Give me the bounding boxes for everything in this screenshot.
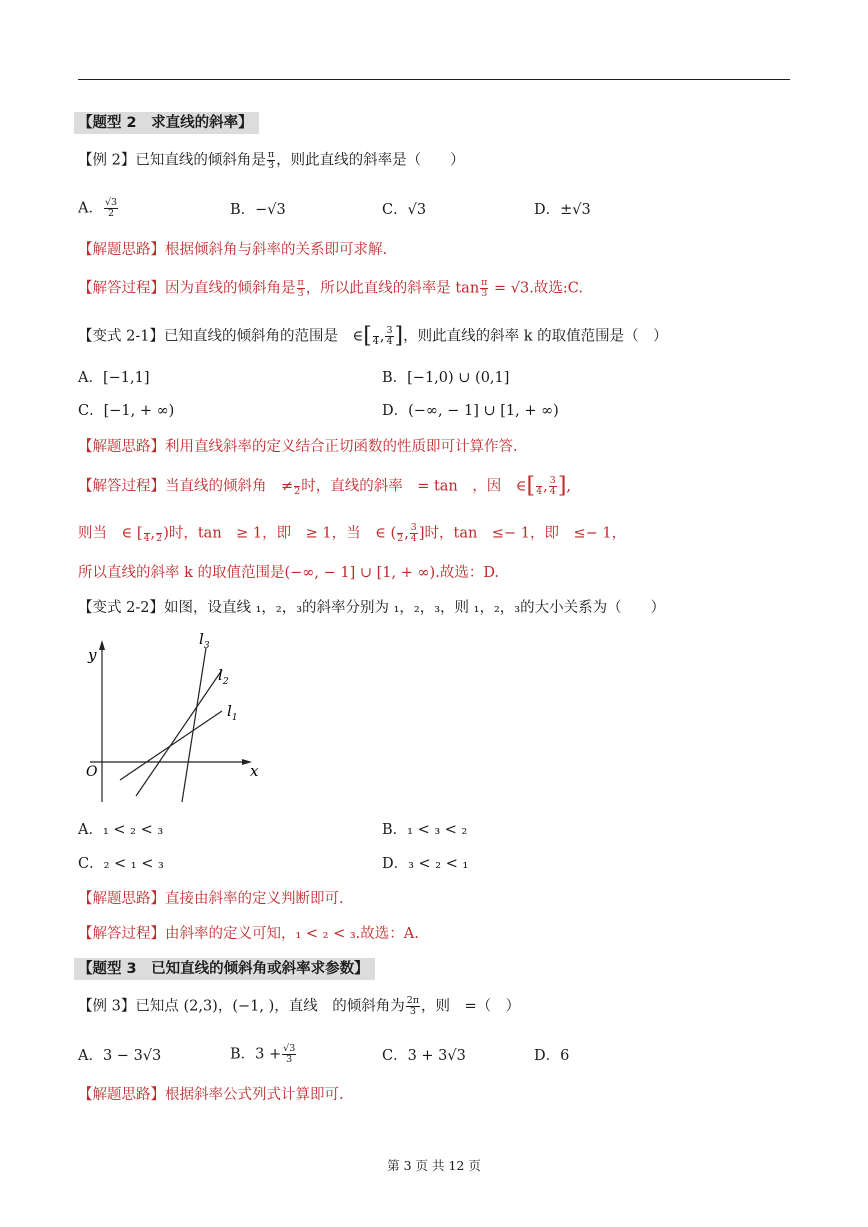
example2-tag: 【例 2】: [78, 152, 136, 169]
example2-solution-process: 【解答过程】因为直线的倾斜角是 $\frac{\pi}{3}$ ，所以此直线的斜率是 tan $\frac{\pi}{3}$ = √3.故选:C.: [78, 277, 583, 299]
line-l3: [182, 648, 206, 802]
example3-solution-idea: 【解题思路】根据斜率公式列式计算即可.: [78, 1087, 344, 1103]
example2-option-c: C．√3: [382, 202, 427, 218]
variant22-solution-process: 【解答过程】由斜率的定义可知，₁ < ₂ < ₃.故选：A.: [78, 926, 419, 942]
variant22-option-b: B．₁ < ₃ < ₂: [382, 822, 468, 838]
section-heading-type2: 【题型 2 求直线的斜率】: [74, 112, 259, 134]
variant22-question: 【变式 2-2】如图，设直线 ₁，₂，₃的斜率分别为 ₁，₂，₃，则 ₁，₂，₃的大小关系为（ ）: [78, 600, 666, 616]
y-axis-label: y: [88, 646, 97, 664]
y-axis-arrow: [99, 640, 105, 650]
variant22-option-a: A．₁ < ₂ < ₃: [78, 822, 164, 838]
variant21-solution-process: 【解答过程】当直线的倾斜角 ≠ 2 时，直线的斜率 = tan ，因 ∈[ 4 , $\frac{3}{4}$ ],: [78, 473, 572, 499]
label-l3: $l_3$: [199, 630, 210, 651]
variant22-solution-idea: 【解题思路】直接由斜率的定义判断即可.: [78, 891, 344, 907]
variant22-option-c: C．₂ < ₁ < ₃: [78, 856, 164, 872]
example2-option-b: B．−√3: [230, 202, 286, 218]
fraction-pi-over-3: $\frac{\pi}{3}$: [267, 149, 275, 171]
variant21-option-d: D．(−∞, − 1] ∪ [1, + ∞): [382, 403, 559, 419]
page-footer: 第 3 页 共 12 页: [387, 1158, 481, 1173]
example3-option-c: C．3 + 3√3: [382, 1048, 466, 1064]
variant21-option-b: B．[−1,0) ∪ (0,1]: [382, 370, 510, 386]
label-l1: $l_1$: [227, 702, 238, 723]
variant21-option-c: C．[−1, + ∞): [78, 403, 175, 419]
variant21-solution-line2: 则当 ∈ [ 4 , 2 )时，tan ≥ 1，即 ≥ 1，当 ∈ ( 2 , $\frac{3}{4}$ ]时，tan ≤− 1，即 ≤− 1，: [78, 522, 627, 544]
example2-option-a: A． $\frac{√3}{2}$: [78, 197, 118, 219]
origin-label: O: [86, 764, 98, 780]
example3-option-d: D．6: [534, 1048, 570, 1064]
variant21-solution-idea: 【解题思路】利用直线斜率的定义结合正切函数的性质即可计算作答.: [78, 439, 518, 455]
variant21-solution-line3: 所以直线的斜率 k 的取值范围是(−∞, − 1] ∪ [1, + ∞).故选：D.: [78, 565, 500, 581]
lines-figure: [78, 628, 268, 808]
example2-option-d: D．±√3: [534, 202, 591, 218]
variant21-option-a: A．[−1,1]: [78, 370, 150, 386]
variant22-option-d: D．₃ < ₂ < ₁: [382, 856, 469, 872]
x-axis-label: x: [250, 762, 259, 780]
example3-option-a: A．3 − 3√3: [78, 1048, 162, 1064]
label-l2: $l_2$: [218, 666, 229, 687]
variant21-question: 【变式 2-1】已知直线的倾斜角的范围是 ∈[ 4 , $\frac{3}{4}$ ]，则此直线的斜率 k 的取值范围是（ ）: [78, 323, 668, 349]
line-l2: [136, 670, 222, 796]
header-rule: [78, 79, 790, 80]
section-heading-type3: 【题型 3 已知直线的倾斜角或斜率求参数】: [74, 958, 375, 980]
example2-question: 【例 2】已知直线的倾斜角是 $\frac{\pi}{3}$ ，则此直线的斜率是（ ）: [78, 149, 465, 171]
example3-question: 【例 3】已知点 (2,3)，(−1, )，直线 的倾斜角为 $\frac{2\pi}{3}$ ，则 =（ ）: [78, 995, 521, 1017]
example2-solution-idea: 【解题思路】根据倾斜角与斜率的关系即可求解.: [78, 242, 388, 258]
example3-option-b: B．3 + $\frac{√3}{3}$: [230, 1043, 296, 1065]
